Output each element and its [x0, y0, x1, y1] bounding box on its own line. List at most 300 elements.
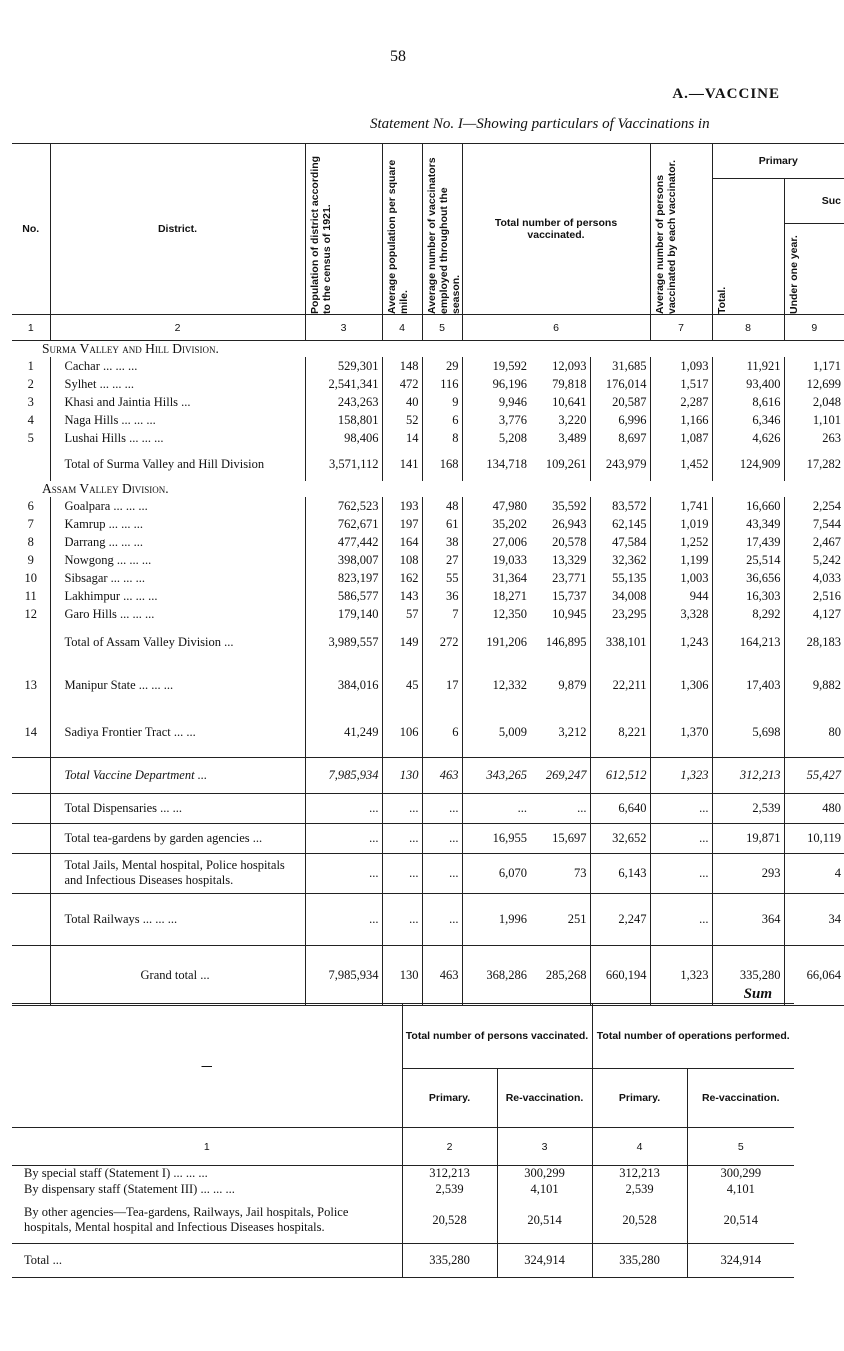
- section-surma-valley: [12, 341, 844, 358]
- cell-primary-total: 2,539: [712, 793, 784, 823]
- row-label: Total of Assam Valley Division ...: [50, 623, 305, 661]
- cell-avg-per-vaccinator: ...: [650, 823, 712, 853]
- cell-primary-total: 17,439: [712, 533, 784, 551]
- cell-under-one-year: 9,882: [784, 661, 844, 709]
- cell-primary-total: 164,213: [712, 623, 784, 661]
- summary-row: [12, 1198, 794, 1244]
- row-label: Total Jails, Mental hospital, Police hospitals and Infectious Diseases hospitals.: [50, 853, 305, 893]
- cell-population: 762,671: [305, 515, 382, 533]
- cell-avg-per-vaccinator: 1,019: [650, 515, 712, 533]
- row-label: Total Railways ... ... ...: [50, 893, 305, 945]
- cell-population: 398,007: [305, 551, 382, 569]
- section-heading: Assam Valley Division.: [42, 481, 169, 496]
- cell-under-one-year: 10,119: [784, 823, 844, 853]
- row-number: [12, 853, 50, 893]
- header-total-vaccinated: Total number of persons vaccinated.: [462, 144, 650, 315]
- cell-primary-total: 43,349: [712, 515, 784, 533]
- cell-population: 384,016: [305, 661, 382, 709]
- summary-cell: 312,213: [592, 1166, 687, 1182]
- summary-colnum-1: 1: [203, 1140, 210, 1153]
- cell-female: 3,212: [558, 725, 587, 740]
- cell-female: 251: [567, 911, 587, 926]
- cell-male: 35,202: [462, 515, 530, 533]
- cell-avg-per-vaccinator: ...: [650, 893, 712, 945]
- row-number: 4: [27, 412, 34, 427]
- cell-density: ...: [382, 893, 422, 945]
- header-density: Average population per square mile.: [385, 159, 410, 314]
- cell-vaccinators: 38: [422, 533, 462, 551]
- cell-male: 5,208: [462, 429, 530, 447]
- row-label: Lakhimpur ... ... ...: [50, 587, 305, 605]
- cell-vaccinators: 463: [422, 945, 462, 1005]
- summary-cell: 324,914: [497, 1244, 592, 1278]
- cell-population: 529,301: [305, 357, 382, 375]
- row-label: Sylhet ... ... ...: [50, 375, 305, 393]
- cell-population: 2,541,341: [305, 375, 382, 393]
- cell-female: 109,261: [545, 456, 587, 471]
- cell-total: 20,587: [590, 393, 650, 411]
- cell-primary-total: 293: [712, 853, 784, 893]
- cell-avg-per-vaccinator: 1,323: [650, 757, 712, 793]
- cell-under-one-year: 7,544: [784, 515, 844, 533]
- row-number: 10: [24, 570, 37, 585]
- header-successful: Suc: [784, 179, 844, 224]
- cell-total: 6,996: [590, 411, 650, 429]
- row-label: Darrang ... ... ...: [50, 533, 305, 551]
- cell-vaccinators: 17: [422, 661, 462, 709]
- table-row: [12, 515, 844, 533]
- summary-row-label: By special staff (Statement I) ... ... ...: [24, 1166, 208, 1181]
- summary-cell: 20,528: [592, 1198, 687, 1244]
- cell-total: 176,014: [590, 375, 650, 393]
- cell-density: ...: [382, 823, 422, 853]
- railways-row: [12, 893, 844, 945]
- cell-under-one-year: 5,242: [784, 551, 844, 569]
- cell-male: 12,332: [462, 661, 530, 709]
- cell-male: 191,206: [462, 623, 530, 661]
- cell-female: 146,895: [545, 634, 587, 649]
- row-label: Total Vaccine Department ...: [50, 757, 305, 793]
- row-number: 8: [27, 534, 34, 549]
- cell-population: ...: [305, 853, 382, 893]
- cell-population: 98,406: [305, 429, 382, 447]
- cell-vaccinators: 29: [422, 357, 462, 375]
- table-row: [12, 411, 844, 429]
- cell-male: 343,265: [462, 757, 530, 793]
- summary-cell: 4,101: [497, 1182, 592, 1198]
- cell-density: 40: [382, 393, 422, 411]
- cell-under-one-year: 80: [784, 709, 844, 757]
- cell-avg-per-vaccinator: 1,093: [650, 357, 712, 375]
- cell-avg-per-vaccinator: 1,517: [650, 375, 712, 393]
- cell-male: 16,955: [462, 823, 530, 853]
- cell-avg-per-vaccinator: 1,306: [650, 661, 712, 709]
- cell-female: 15,737: [552, 588, 587, 603]
- cell-under-one-year: 34: [784, 893, 844, 945]
- row-number: [12, 793, 50, 823]
- cell-under-one-year: 2,516: [784, 587, 844, 605]
- cell-population: 179,140: [305, 605, 382, 623]
- header-population: Population of district according to the census of 1921.: [308, 155, 333, 314]
- cell-female: 9,879: [558, 677, 587, 692]
- cell-under-one-year: 2,467: [784, 533, 844, 551]
- summary-cell: 300,299: [497, 1166, 592, 1182]
- cell-male: 96,196: [462, 375, 530, 393]
- row-number: 1: [27, 358, 34, 373]
- colnum-8: 8: [712, 315, 784, 341]
- jails-row: [12, 853, 844, 893]
- cell-under-one-year: 4,127: [784, 605, 844, 623]
- page-number: 58: [390, 48, 406, 65]
- cell-under-one-year: 66,064: [784, 945, 844, 1005]
- cell-avg-per-vaccinator: 1,370: [650, 709, 712, 757]
- row-label: Total tea-gardens by garden agencies ...: [50, 823, 305, 853]
- cell-density: 164: [382, 533, 422, 551]
- cell-total: 6,143: [590, 853, 650, 893]
- header-no: No.: [22, 223, 40, 235]
- cell-population: 7,985,934: [305, 945, 382, 1005]
- cell-avg-per-vaccinator: 1,252: [650, 533, 712, 551]
- cell-density: ...: [382, 853, 422, 893]
- cell-primary-total: 93,400: [712, 375, 784, 393]
- summary-colnum-4: 4: [592, 1128, 687, 1166]
- row-label: Total Dispensaries ... ...: [50, 793, 305, 823]
- cell-avg-per-vaccinator: 1,199: [650, 551, 712, 569]
- table-row: [12, 429, 844, 447]
- row-label: Nowgong ... ... ...: [50, 551, 305, 569]
- cell-female: 26,943: [552, 516, 587, 531]
- cell-density: 193: [382, 497, 422, 515]
- cell-female: 23,771: [552, 570, 587, 585]
- assam-total-row: [12, 623, 844, 661]
- cell-male: 5,009: [462, 709, 530, 757]
- row-label: Kamrup ... ... ...: [50, 515, 305, 533]
- row-number: 6: [27, 498, 34, 513]
- cell-avg-per-vaccinator: 3,328: [650, 605, 712, 623]
- summary-header-revacc: Re-vaccination.: [497, 1069, 592, 1128]
- cell-avg-per-vaccinator: 944: [650, 587, 712, 605]
- cell-vaccinators: 463: [422, 757, 462, 793]
- row-number: [12, 623, 50, 661]
- dispensaries-row: [12, 793, 844, 823]
- statement-title: Statement No. I—Showing particulars of Vaccinations in: [370, 116, 710, 132]
- cell-total: 338,101: [590, 623, 650, 661]
- cell-under-one-year: 4,033: [784, 569, 844, 587]
- cell-density: 106: [382, 709, 422, 757]
- colnum-7: 7: [650, 315, 712, 341]
- row-number: 11: [24, 588, 37, 603]
- cell-female: 79,818: [552, 376, 587, 391]
- cell-primary-total: 364: [712, 893, 784, 945]
- cell-total: 660,194: [590, 945, 650, 1005]
- cell-density: 149: [382, 623, 422, 661]
- cell-male: 3,776: [462, 411, 530, 429]
- row-number: [12, 893, 50, 945]
- cell-male: 9,946: [462, 393, 530, 411]
- cell-vaccinators: 272: [422, 623, 462, 661]
- row-number: 7: [27, 516, 34, 531]
- cell-density: 14: [382, 429, 422, 447]
- cell-total: 31,685: [590, 357, 650, 375]
- row-number: [12, 447, 50, 481]
- row-number: 9: [27, 552, 34, 567]
- row-number: [12, 757, 50, 793]
- cell-vaccinators: 7: [422, 605, 462, 623]
- cell-male: 134,718: [462, 447, 530, 481]
- row-label: Total of Surma Valley and Hill Division: [50, 447, 305, 481]
- table-row: [12, 357, 844, 375]
- cell-vaccinators: 36: [422, 587, 462, 605]
- row-number: [12, 823, 50, 853]
- cell-population: 7,985,934: [305, 757, 382, 793]
- header-under-one-year: Under one year.: [787, 235, 800, 314]
- cell-total: 32,652: [590, 823, 650, 853]
- row-label: Manipur State ... ... ...: [50, 661, 305, 709]
- cell-avg-per-vaccinator: 1,243: [650, 623, 712, 661]
- cell-density: 148: [382, 357, 422, 375]
- summary-header-dash: —: [201, 1059, 212, 1072]
- cell-avg-per-vaccinator: 2,287: [650, 393, 712, 411]
- row-number: 3: [27, 394, 34, 409]
- row-label: Sibsagar ... ... ...: [50, 569, 305, 587]
- cell-primary-total: 312,213: [712, 757, 784, 793]
- cell-population: 243,263: [305, 393, 382, 411]
- cell-male: 19,592: [462, 357, 530, 375]
- summary-header-primary-ops: Primary.: [592, 1069, 687, 1128]
- cell-male: 1,996: [462, 893, 530, 945]
- cell-female: 285,268: [545, 967, 587, 982]
- cell-male: 6,070: [462, 853, 530, 893]
- cell-male: 27,006: [462, 533, 530, 551]
- table-row: [12, 569, 844, 587]
- row-number: [12, 945, 50, 1005]
- cell-female: 12,093: [552, 358, 587, 373]
- cell-primary-total: 16,303: [712, 587, 784, 605]
- colnum-9: 9: [784, 315, 844, 341]
- cell-primary-total: 335,280: [712, 945, 784, 1005]
- summary-title: Sum: [743, 986, 772, 1002]
- summary-header-vaccinated: Total number of persons vaccinated.: [402, 1004, 592, 1069]
- cell-density: 472: [382, 375, 422, 393]
- cell-vaccinators: 55: [422, 569, 462, 587]
- cell-female: 20,578: [552, 534, 587, 549]
- cell-total: 22,211: [590, 661, 650, 709]
- cell-density: ...: [382, 793, 422, 823]
- cell-total: 612,512: [590, 757, 650, 793]
- summary-row-label: By other agencies—Tea-gardens, Railways, Jail hospitals, Police hospitals, Mental hospital and Infectious Diseases hospitals.: [24, 1205, 349, 1235]
- summary-header-primary: Primary.: [402, 1069, 497, 1128]
- cell-under-one-year: 17,282: [784, 447, 844, 481]
- cell-total: 8,697: [590, 429, 650, 447]
- cell-total: 83,572: [590, 497, 650, 515]
- cell-population: ...: [305, 823, 382, 853]
- cell-vaccinators: 6: [422, 709, 462, 757]
- table-row: [12, 587, 844, 605]
- cell-under-one-year: 263: [784, 429, 844, 447]
- cell-primary-total: 5,698: [712, 709, 784, 757]
- row-label: Grand total ...: [50, 945, 305, 1005]
- surma-total-row: [12, 447, 844, 481]
- summary-cell: 20,514: [497, 1198, 592, 1244]
- table-row: [12, 497, 844, 515]
- cell-avg-per-vaccinator: 1,166: [650, 411, 712, 429]
- summary-colnum-2: 2: [402, 1128, 497, 1166]
- summary-cell: 20,514: [687, 1198, 794, 1244]
- section-assam-valley: [12, 481, 844, 497]
- cell-vaccinators: 61: [422, 515, 462, 533]
- cell-primary-total: 124,909: [712, 447, 784, 481]
- cell-density: 108: [382, 551, 422, 569]
- row-label: Khasi and Jaintia Hills ...: [50, 393, 305, 411]
- cell-primary-total: 25,514: [712, 551, 784, 569]
- row-number: 14: [24, 725, 37, 740]
- cell-total: 2,247: [590, 893, 650, 945]
- cell-avg-per-vaccinator: 1,087: [650, 429, 712, 447]
- cell-avg-per-vaccinator: 1,452: [650, 447, 712, 481]
- cell-female: ...: [577, 800, 587, 815]
- cell-under-one-year: 4: [784, 853, 844, 893]
- cell-male: 18,271: [462, 587, 530, 605]
- summary-cell: 312,213: [402, 1166, 497, 1182]
- summary-total-row: [12, 1244, 794, 1278]
- grand-total-row: [12, 945, 844, 1005]
- cell-total: 32,362: [590, 551, 650, 569]
- cell-vaccinators: 8: [422, 429, 462, 447]
- cell-male: 31,364: [462, 569, 530, 587]
- cell-total: 55,135: [590, 569, 650, 587]
- section-heading: A.—VACCINE: [672, 86, 780, 102]
- row-label: Sadiya Frontier Tract ... ...: [50, 709, 305, 757]
- cell-population: 158,801: [305, 411, 382, 429]
- cell-vaccinators: 168: [422, 447, 462, 481]
- cell-density: 141: [382, 447, 422, 481]
- cell-density: 45: [382, 661, 422, 709]
- cell-primary-total: 19,871: [712, 823, 784, 853]
- cell-female: 73: [574, 865, 587, 880]
- summary-cell: 4,101: [687, 1182, 794, 1198]
- colnum-4: 4: [382, 315, 422, 341]
- cell-vaccinators: 48: [422, 497, 462, 515]
- summary-cell: 20,528: [402, 1198, 497, 1244]
- cell-male: 368,286: [462, 945, 530, 1005]
- summary-colnum-5: 5: [687, 1128, 794, 1166]
- cell-female: 3,489: [558, 430, 587, 445]
- cell-female: 269,247: [545, 767, 587, 782]
- summary-colnum-3: 3: [497, 1128, 592, 1166]
- cell-density: 57: [382, 605, 422, 623]
- colnum-6: 6: [462, 315, 650, 341]
- cell-vaccinators: ...: [422, 793, 462, 823]
- summary-row-label: By dispensary staff (Statement III) ... ... ...: [24, 1182, 235, 1196]
- cell-density: 162: [382, 569, 422, 587]
- cell-female: 10,945: [552, 606, 587, 621]
- summary-cell: 324,914: [687, 1244, 794, 1278]
- row-number: 12: [24, 606, 37, 621]
- cell-female: 13,329: [552, 552, 587, 567]
- tea-gardens-row: [12, 823, 844, 853]
- cell-avg-per-vaccinator: ...: [650, 793, 712, 823]
- summary-row: [12, 1166, 794, 1182]
- cell-primary-total: 4,626: [712, 429, 784, 447]
- section-heading: Surma Valley and Hill Division.: [42, 341, 219, 356]
- table-row: [12, 375, 844, 393]
- cell-primary-total: 11,921: [712, 357, 784, 375]
- manipur-row: [12, 661, 844, 709]
- row-number: 5: [27, 430, 34, 445]
- cell-male: ...: [462, 793, 530, 823]
- cell-density: 130: [382, 945, 422, 1005]
- colnum-3: 3: [305, 315, 382, 341]
- cell-avg-per-vaccinator: ...: [650, 853, 712, 893]
- row-label: Goalpara ... ... ...: [50, 497, 305, 515]
- row-label: Lushai Hills ... ... ...: [50, 429, 305, 447]
- table-row: [12, 533, 844, 551]
- row-number: 13: [24, 677, 37, 692]
- cell-primary-total: 17,403: [712, 661, 784, 709]
- cell-female: 35,592: [552, 498, 587, 513]
- summary-table: [12, 1003, 794, 1278]
- cell-primary-total: 8,292: [712, 605, 784, 623]
- cell-density: 52: [382, 411, 422, 429]
- cell-under-one-year: 55,427: [784, 757, 844, 793]
- cell-total: 34,008: [590, 587, 650, 605]
- cell-population: 41,249: [305, 709, 382, 757]
- summary-cell: 300,299: [687, 1166, 794, 1182]
- header-primary: Primary: [712, 144, 844, 179]
- cell-female: 3,220: [558, 412, 587, 427]
- cell-primary-total: 6,346: [712, 411, 784, 429]
- summary-header-revacc-ops: Re-vaccination.: [687, 1069, 794, 1128]
- header-vaccinators: Average number of vaccinators employed throughout the season.: [425, 157, 462, 314]
- cell-under-one-year: 2,254: [784, 497, 844, 515]
- cell-population: ...: [305, 793, 382, 823]
- cell-male: 12,350: [462, 605, 530, 623]
- colnum-1: 1: [27, 321, 34, 334]
- header-district: District.: [50, 144, 305, 315]
- table-row: [12, 393, 844, 411]
- cell-under-one-year: 1,171: [784, 357, 844, 375]
- vaccination-table: [12, 143, 844, 1006]
- cell-total: 47,584: [590, 533, 650, 551]
- row-label: Garo Hills ... ... ...: [50, 605, 305, 623]
- cell-total: 243,979: [590, 447, 650, 481]
- cell-female: 10,641: [552, 394, 587, 409]
- cell-total: 8,221: [590, 709, 650, 757]
- sadiya-row: [12, 709, 844, 757]
- colnum-2: 2: [50, 315, 305, 341]
- summary-cell: 335,280: [592, 1244, 687, 1278]
- cell-population: 477,442: [305, 533, 382, 551]
- cell-vaccinators: ...: [422, 823, 462, 853]
- cell-avg-per-vaccinator: 1,323: [650, 945, 712, 1005]
- cell-population: 3,989,557: [305, 623, 382, 661]
- cell-under-one-year: 480: [784, 793, 844, 823]
- cell-vaccinators: 116: [422, 375, 462, 393]
- cell-population: 3,571,112: [305, 447, 382, 481]
- cell-total: 23,295: [590, 605, 650, 623]
- header-avg-per-vaccinator: Average number of persons vaccinated by each vaccinator.: [653, 159, 678, 314]
- summary-row-label: Total ...: [24, 1253, 63, 1267]
- cell-male: 47,980: [462, 497, 530, 515]
- cell-avg-per-vaccinator: 1,003: [650, 569, 712, 587]
- header-primary-total: Total.: [715, 286, 728, 314]
- table-row: [12, 605, 844, 623]
- cell-male: 19,033: [462, 551, 530, 569]
- summary-header-operations: Total number of operations performed.: [592, 1004, 794, 1069]
- cell-population: 586,577: [305, 587, 382, 605]
- cell-under-one-year: 1,101: [784, 411, 844, 429]
- summary-row: [12, 1182, 794, 1198]
